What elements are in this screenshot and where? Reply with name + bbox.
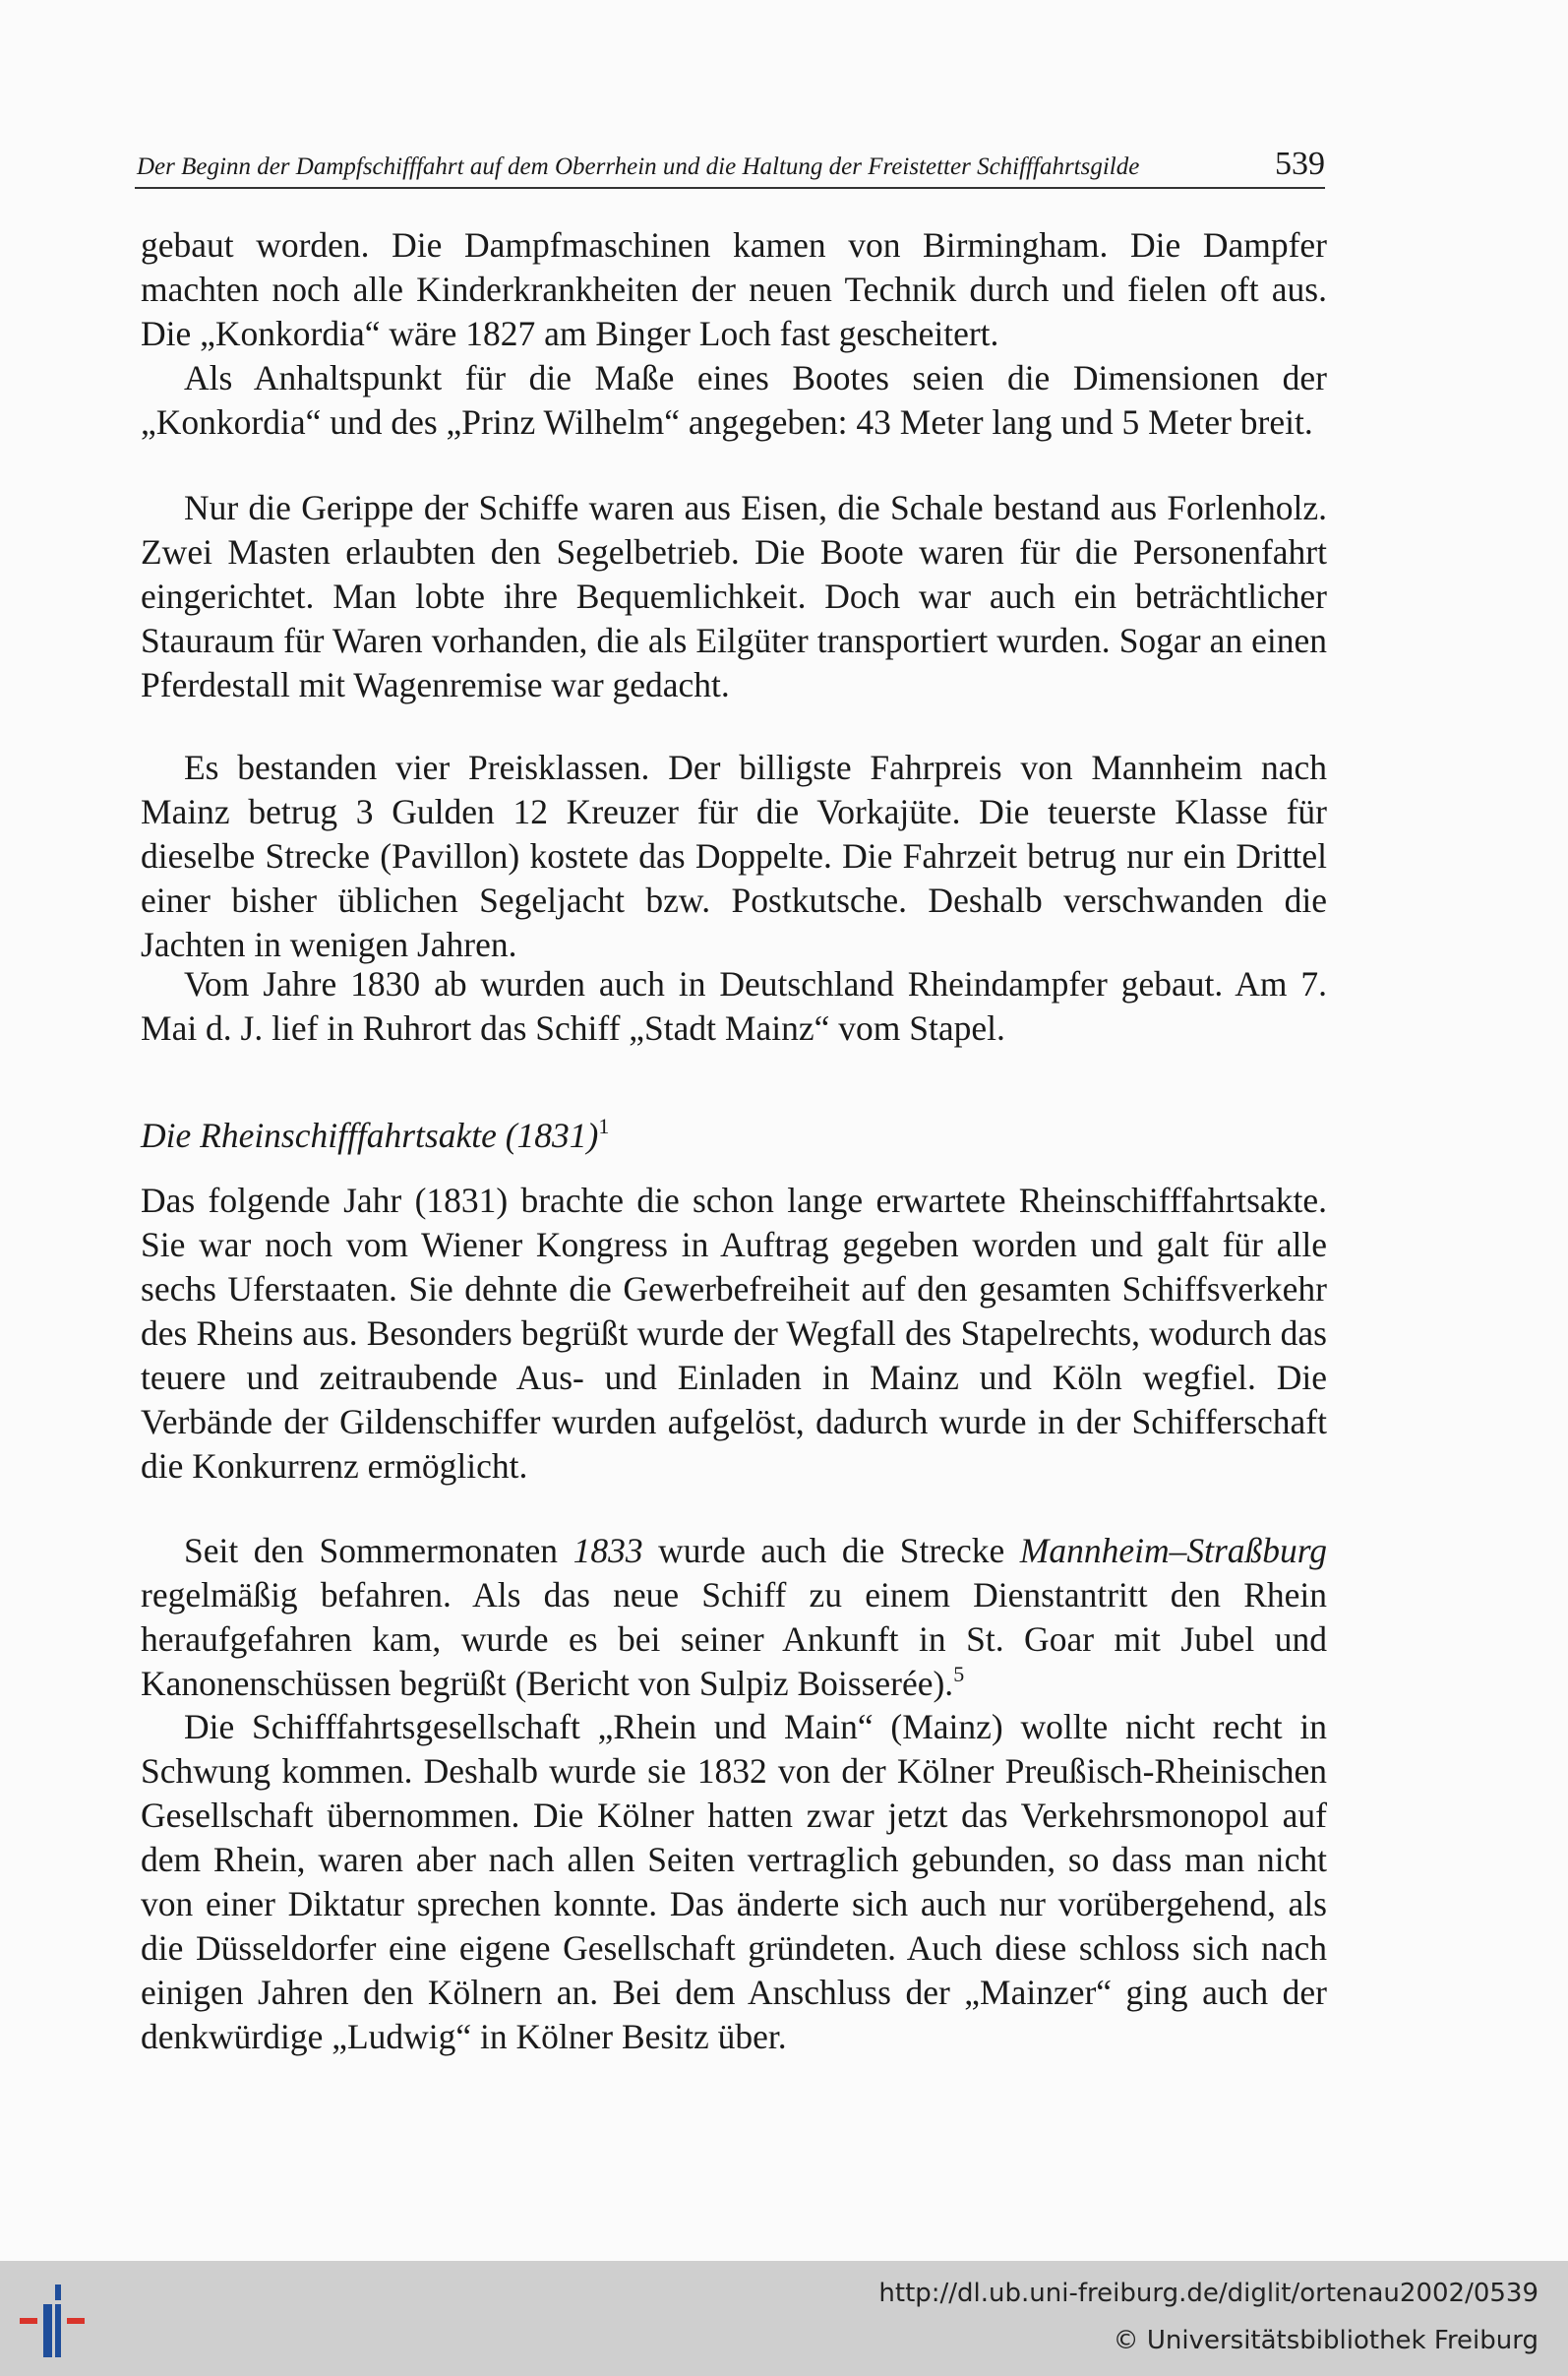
- paragraph-6: Das folgende Jahr (1831) brachte die schon lange erwartete Rheinschifffahrtsakte. Sie war noch vom Wiener Kongress in Auftrag gegeben worden und galt für alle sechs Uferstaaten. Sie dehnte die Gewerbefreiheit auf den gesamten Schiffsverkehr des Rheins aus. Besonders begrüßt wurde der Wegfall des Stapelrechts, wodurch das teuere und zeitraubende Aus- und Einladen in Mainz und Köln wegfiel. Die Verbände der Gildenschiffer wurden aufgelöst, dadurch wurde in der Schifferschaft die Konkurrenz ermöglicht.: [141, 1181, 1327, 1486]
- p7-route: Mannheim–Straßburg: [1019, 1531, 1328, 1570]
- ub-freiburg-logo-icon: [16, 2281, 104, 2361]
- heading-footnote-ref: 1: [598, 1114, 610, 1138]
- p7-text-a: Seit den Sommermonaten: [184, 1531, 559, 1570]
- paragraph-8: Die Schifffahrtsgesellschaft „Rhein und Main“ (Mainz) wollte nicht recht in Schwung kommen. Deshalb wurde sie 1832 von der Kölner Preußisch-Rheinischen Gesellschaft übernommen. Die Kölner hatten zwar jetzt das Verkehrsmonopol auf dem Rhein, waren aber nach allen Seiten vertraglich gebunden, so dass man nicht von einer Diktatur sprechen konnte. Das änderte sich auch nur vorübergehend, als die Düsseldorfer eine eigene Gesellschaft gründeten. Auch diese schloss sich nach einigen Jahren den Kölnern an. Bei dem Anschluss der „Mainzer“ ging auch der denkwürdige „Ludwig“ in Kölner Besitz über.: [141, 1707, 1327, 2056]
- footer-bar: [0, 2261, 1568, 2376]
- section-heading-text: Die Rheinschifffahrtsakte (1831): [141, 1116, 599, 1155]
- section-heading: [141, 1114, 609, 1158]
- paragraph-7: [141, 1529, 1327, 1706]
- page-number: 539: [1275, 146, 1325, 182]
- permalink-link[interactable]: http://dl.ub.uni-freiburg.de/diglit/ortenau2002/0539: [878, 2279, 1538, 2308]
- paragraph-4: Es bestanden vier Preisklassen. Der billigste Fahrpreis von Mannheim nach Mainz betrug 3 Gulden 12 Kreuzer für die Vorkajüte. Die teuerste Klasse für dieselbe Strecke (Pavillon) kostete das Doppelte. Die Fahrzeit betrug nur ein Drittel einer bisher üblichen Segeljacht bzw. Postkutsche. Deshalb verschwanden die Jachten in wenigen Jahren.: [141, 748, 1327, 964]
- running-header: [135, 136, 1325, 189]
- copyright-notice: © Universitätsbibliothek Freiburg: [1113, 2326, 1538, 2355]
- paragraph-2: Als Anhaltspunkt für die Maße eines Bootes seien die Dimensionen der „Konkordia“ und des „Prinz Wilhelm“ angegeben: 43 Meter lang und 5 Meter breit.: [141, 358, 1327, 442]
- running-title: Der Beginn der Dampfschifffahrt auf dem Oberrhein und die Haltung der Freistetter Schifffahrtsgilde: [137, 153, 1140, 180]
- paragraph-1: gebaut worden. Die Dampfmaschinen kamen von Birmingham. Die Dampfer machten noch alle Kinderkrankheiten der neuen Technik durch und fielen oft aus. Die „Konkordia“ wäre 1827 am Binger Loch fast gescheitert.: [141, 225, 1327, 353]
- p7-text-b: wurde auch die Strecke: [658, 1531, 1005, 1570]
- paragraph-5: Vom Jahre 1830 ab wurden auch in Deutschland Rheindampfer gebaut. Am 7. Mai d. J. lief in Ruhrort das Schiff „Stadt Mainz“ vom Stapel.: [141, 964, 1327, 1048]
- p7-year: 1833: [573, 1531, 643, 1570]
- paragraph-3: Nur die Gerippe der Schiffe waren aus Eisen, die Schale bestand aus Forlenholz. Zwei Masten erlaubten den Segelbetrieb. Die Boote waren für die Personenfahrt eingerichtet. Man lobte ihre Bequemlichkeit. Doch war auch ein beträchtlicher Stauraum für Waren vorhanden, die als Eilgüter transportiert wurden. Sogar an einen Pferdestall mit Wagenremise war gedacht.: [141, 488, 1327, 704]
- p7-footnote-ref: 5: [953, 1662, 965, 1686]
- p7-text-c: regelmäßig befahren. Als das neue Schiff zu einem Dienstantritt den Rhein heraufgefahren kam, wurde es bei seiner Ankunft in St. Goar mit Jubel und Kanonenschüssen begrüßt (Bericht von Sulpiz Boisserée).: [141, 1575, 1327, 1703]
